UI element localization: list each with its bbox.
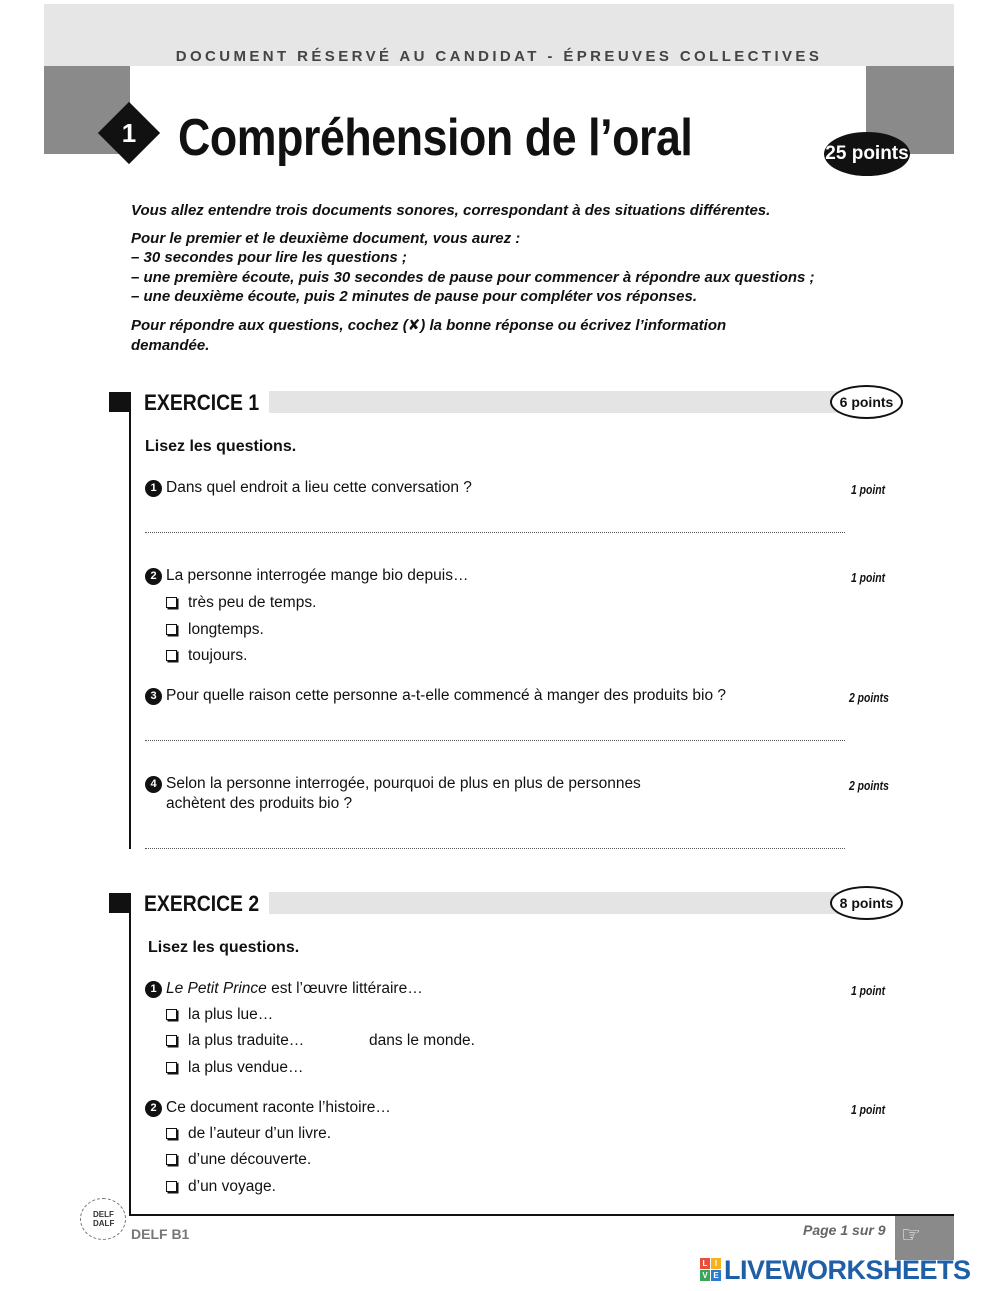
exercise-1-points-badge: 6 points [830, 385, 903, 419]
instruction-line-6: Pour répondre aux questions, cochez (✘) la bonne réponse ou écrivez l’information [131, 317, 727, 334]
ex2-q2-option-1[interactable]: de l’auteur d’un livre. [166, 1125, 331, 1143]
ex1-question-4-line-2: achètent des produits bio ? [166, 795, 353, 812]
section-number: 1 [121, 118, 137, 148]
ex1-q2-option-1[interactable]: très peu de temps. [166, 594, 316, 612]
instruction-line-2: Pour le premier et le deuxième document, vous aurez : [131, 230, 521, 247]
ex1-question-2-points: 1 point [851, 570, 886, 585]
exercise-2-band [269, 892, 844, 914]
exercise-2-rule [129, 913, 131, 1215]
ex1-question-3-answer-line[interactable] [145, 740, 845, 741]
ex2-question-2-points: 1 point [851, 1102, 886, 1117]
ex2-q1-option-1[interactable]: la plus lue… [166, 1006, 273, 1024]
exercise-1-rule [129, 412, 131, 849]
checkbox[interactable] [166, 1181, 177, 1192]
ex2-q1-option-3[interactable]: la plus vendue… [166, 1059, 303, 1077]
checkbox[interactable] [166, 1009, 177, 1020]
exercise-1-band [269, 391, 844, 413]
instruction-line-7: demandée. [131, 337, 210, 354]
ex2-question-1: 1 Le Petit Prince est l’œuvre littéraire… [145, 979, 423, 999]
ex1-question-1-points: 1 point [851, 482, 886, 497]
checkbox[interactable] [166, 1154, 177, 1165]
ex1-question-4-answer-line[interactable] [145, 848, 845, 849]
instruction-line-5: – une deuxième écoute, puis 2 minutes de pause pour compléter vos réponses. [131, 288, 698, 305]
instruction-line-4: – une première écoute, puis 30 secondes de pause pour commencer à répondre aux questions ; [131, 269, 815, 286]
checkbox[interactable] [166, 1128, 177, 1139]
footer-rule [129, 1214, 954, 1216]
ex1-question-3: 3 Pour quelle raison cette personne a-t-elle commencé à manger des produits bio ? [145, 686, 726, 706]
ex1-q2-option-3[interactable]: toujours. [166, 647, 247, 665]
exercise-2-points-badge: 8 points [830, 886, 903, 920]
exercise-2-marker [109, 893, 131, 913]
ex1-question-3-points: 2 points [849, 690, 889, 705]
header-band-text: DOCUMENT RÉSERVÉ AU CANDIDAT - ÉPREUVES COLLECTIVES [175, 48, 823, 65]
ex2-question-2: 2 Ce document raconte l’histoire… [145, 1098, 391, 1118]
exercise-2-title: EXERCICE 2 [144, 891, 260, 916]
ex2-q2-option-2[interactable]: d’une découverte. [166, 1151, 311, 1169]
pointing-hand-icon[interactable]: ☞ [895, 1216, 954, 1260]
liveworksheets-wordmark: LIVEWORKSHEETS [724, 1255, 971, 1285]
checkbox[interactable] [166, 597, 177, 608]
ex2-q1-suffix: dans le monde. [369, 1032, 475, 1049]
ex1-question-4: 4 Selon la personne interrogée, pourquoi de plus en plus de personnes [145, 774, 641, 794]
ex1-question-1: 1 Dans quel endroit a lieu cette conversation ? [145, 478, 472, 498]
page-title: Compréhension de l’oral [178, 109, 693, 167]
checkbox[interactable] [166, 624, 177, 635]
checkbox[interactable] [166, 1062, 177, 1073]
exam-level: DELF B1 [131, 1226, 190, 1242]
checkbox[interactable] [166, 1035, 177, 1046]
checkbox[interactable] [166, 650, 177, 661]
header-band [44, 4, 954, 66]
ex2-q2-option-3[interactable]: d’un voyage. [166, 1178, 276, 1196]
exercise-1-title: EXERCICE 1 [144, 390, 260, 415]
exercise-1-marker [109, 392, 131, 412]
ex2-q1-option-2[interactable]: la plus traduite… [166, 1032, 304, 1050]
ex1-question-2: 2 La personne interrogée mange bio depuis… [145, 566, 468, 586]
instruction-line-3: – 30 secondes pour lire les questions ; [131, 249, 407, 266]
instruction-line-1: Vous allez entendre trois documents sonores, correspondant à des situations différentes. [131, 202, 771, 219]
ex2-question-1-points: 1 point [851, 983, 886, 998]
ex1-q2-option-2[interactable]: longtemps. [166, 621, 264, 639]
delf-dalf-logo-text: DELF DALF [93, 1210, 115, 1228]
page-number: Page 1 sur 9 [803, 1222, 886, 1238]
ex1-question-4-points: 2 points [849, 778, 889, 793]
liveworksheets-grid-icon: L I V E [700, 1258, 722, 1282]
total-points-badge: 25 points [824, 132, 910, 176]
exercise-2-instruction: Lisez les questions. [148, 939, 300, 956]
exercise-1-instruction: Lisez les questions. [145, 438, 297, 455]
ex1-question-1-answer-line[interactable] [145, 532, 845, 533]
